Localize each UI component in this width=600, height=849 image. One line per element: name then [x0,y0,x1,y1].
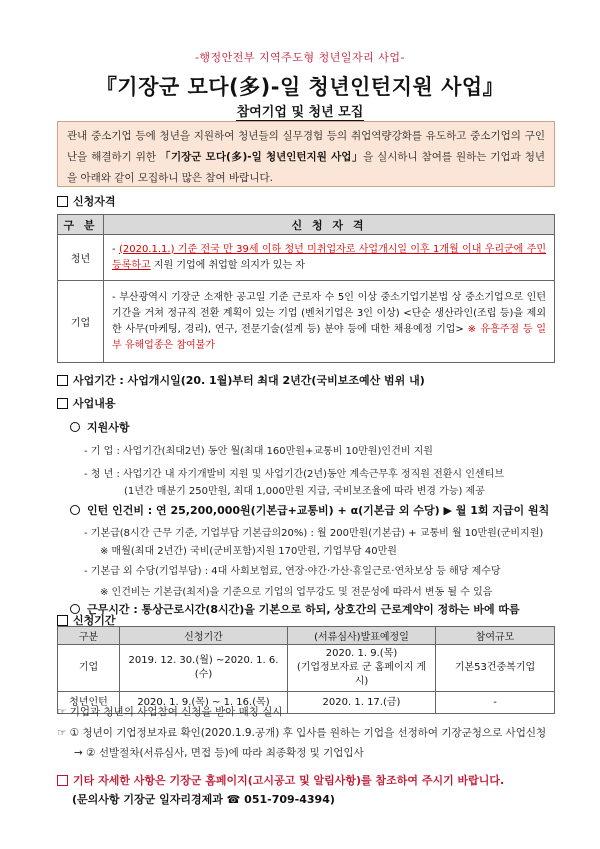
checkbox-square-icon [57,775,68,786]
company-qualification: - 부산광역시 기장군 소재한 공고일 기준 근로자 수 5인 이상 중소기업기본법 상 중소기업으로 인턴기간을 거쳐 정규직 전환 계획이 있는 기업 (벤처기업은 3인 이상) <단순 생산라인(조립 등)을 제외한 사무(마케팅, 경리), 연구, 전문기술(설계 등) 분야 등에 대한 채용예정 기업> ※ 유흥주점 등 일부 유해업종은 참여불가 [104,281,555,363]
labor-cost-line-4: ※ 인건비는 기본급(최저)을 기준으로 기업의 업무강도 및 전문성에 따라서 변동 될 수 있음 [100,587,493,598]
footer-notice: 기타 자세한 사항은 기장군 홈페이지(고시공고 및 알림사항)를 참조하여 주시기 바랍니다. [57,772,504,788]
checkbox-square-icon [57,196,68,207]
process-line-3: → ② 선발절차(서류심사, 면접 등)에 따라 최종확정 및 기업입사 [74,747,364,759]
schedule-table [57,626,555,714]
youth-qualification: - (2020.1.1.) 기준 전국 만 39세 이하 청년 미취업자로 사업개시일 이후 1개월 이내 우리군에 주민등록하고 지원 기업에 취업할 의지가 있는 자 [104,235,555,281]
document-subtitle: 참여기업 및 청년 모집 [236,105,364,120]
sched-cell-period: 2019. 12. 30.(월) ~2020. 1. 6.(수) [120,645,288,692]
contact-info: (문의사항 기장군 일자리경제과 ☎ 051-709-4394) [72,793,335,806]
sched-col-scale: 참여규모 [436,627,555,645]
section-qualification: 신청자격 [57,193,116,209]
youth-support-text-1: - 청 년 : 사업기간 내 자기개발비 지원 및 사업기간(2년)동안 계속근무후 정직원 전환시 인센티브 [84,469,504,480]
section-contents: 사업내용 [57,395,116,411]
company-support-text: - 기 업 : 사업기간(최대2년) 동안 월(최대 160만원+교통비 10만원)인건비 지원 [84,446,433,457]
section-period: 사업기간 : 사업개시일(20. 1월)부터 최대 2년간(국비보조예산 범위 내) [57,372,425,388]
intro-box [57,121,555,187]
intro-text-1: 관내 중소기업 등에 청년을 지원하여 청년들의 실무경험 등의 취업역량강화를 유도하고 중소기업의 구인난을 해결하기 위한 [67,130,545,163]
intro-highlight: 「기장군 모다(多)-일 청년인턴지원 사업」 [159,151,364,163]
labor-cost-line-3: - 기본급 외 수당(기업부담) : 4대 사회보험료, 연장·야간·가산·휴일근로·연차보상 등 해당 제수당 [84,566,501,577]
table-row-company [58,281,555,363]
schedule-header-row [58,627,555,645]
process-line-1: ☞ 기업과 청년의 사업참여 신청을 받아 매칭 실시 [57,706,283,718]
labor-cost-line-1: - 기본급(8시간 근무 기준, 기업부담 기본급의20%) : 월 200만원(기본급) + 교통비 월 10만원(군비지원) [84,528,544,539]
labor-cost-line-2: ※ 매월(최대 2년간) 국비(군비포함)지원 170만원, 기업부담 40만원 [100,546,397,557]
intro-text-2: 을 실시하니 참여를 원하는 기업과 청년을 아래와 같이 모집하니 많은 참여 바랍니다. [67,151,545,184]
section-schedule-heading: 신청기간 [57,612,116,628]
work-hours-heading: 근무시간 : 통상근로시간(8시간)을 기본으로 하되, 상호간의 근로계약이 정하는 바에 따름 [70,601,520,617]
sched-cell-announce: 2020. 1. 9.(목) (기업정보자료 군 홈페이지 게시) [288,645,436,692]
circle-bullet-icon [70,505,80,515]
labor-cost-heading: 인턴 인건비 : 연 25,200,000원(기본급+교통비) + α(기본급 외 수당) ▶ 월 1회 지급이 원칙 [70,502,549,518]
checkbox-square-icon [57,615,68,626]
sched-col-category: 구분 [58,627,120,645]
circle-bullet-icon [70,422,80,432]
sched-cell-scale: - [436,692,555,714]
sched-cell-announce: 2020. 1. 17.(금) [288,692,436,714]
row-label-company: 기업 [58,281,104,363]
table-row-youth [58,235,555,281]
checkbox-square-icon [57,398,68,409]
youth-support-text-2: (1년간 매분기 250만원, 최대 1,000만원 지급, 국비보조율에 따라 변경 가능) 제공 [124,486,485,497]
sched-cell-category: 청년인턴 [58,692,120,714]
sched-cell-scale: 기본53건중복기업 [436,645,555,692]
sched-cell-category: 기업 [58,645,120,692]
row-label-youth: 청년 [58,235,104,281]
table-row [58,645,555,692]
col-category: 구 분 [58,215,104,235]
sched-col-period: 신청기간 [120,627,288,645]
col-qualification: 신 청 자 격 [104,215,555,235]
ministry-kicker: -행정안전부 지역주도형 청년일자리 사업- [194,51,406,64]
table-header-row [58,215,555,235]
qualification-table [57,214,555,363]
sched-col-announce: (서류심사)발표예정일 [288,627,436,645]
checkbox-square-icon [57,375,68,386]
support-heading: 지원사항 [70,419,130,435]
process-line-2: ☞ ① 청년이 기업정보자료 확인(2020.1.9.공개) 후 입사를 원하는 기업을 선정하여 기장군청으로 사업신청 [57,727,547,739]
document-title: 『기장군 모다(多)-일 청년인턴지원 사업』 [95,75,505,99]
sched-cell-period: 2020. 1. 9.(목) ~ 1. 16.(목) [120,692,288,714]
